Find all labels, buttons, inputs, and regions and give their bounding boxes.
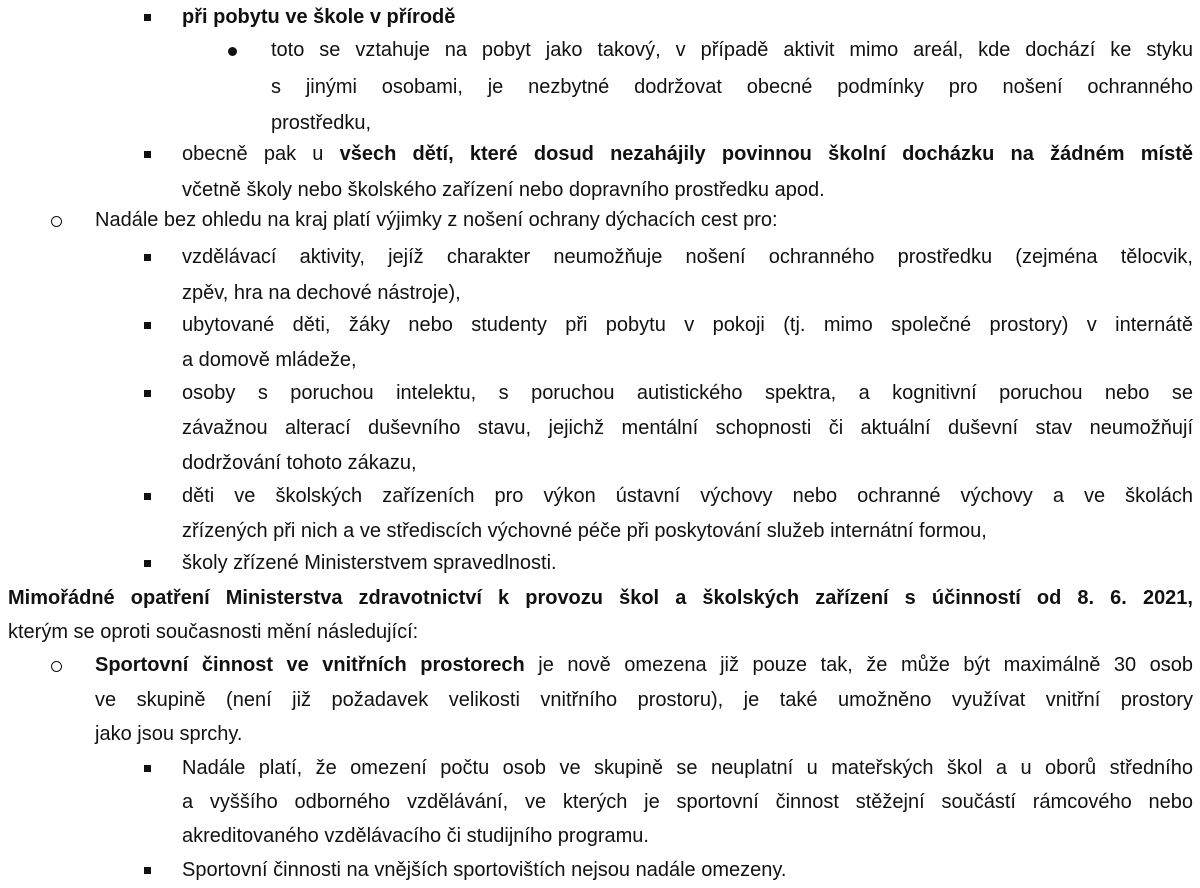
list-item-line: dodržování tohoto zákazu, [182,452,417,474]
list-item-line: školy zřízené Ministerstvem spravedlnosti. [182,552,557,574]
list-item-line: prostředku, [271,112,372,134]
list-item-line: akreditovaného vzdělávacího či studijního programu. [182,825,649,847]
list-item-line: včetně školy nebo školského zařízení nebo dopravního prostředku apod. [182,179,825,201]
list-item-line: a vyššího odborného vzdělávání, ve kterých je sportovní činnost stěžejní součástí rámcového nebo [182,791,1193,813]
list-item-line: Sportovní činnost ve vnitřních prostorech je nově omezena již pouze tak, že může být maximálně 30 osob [95,654,1193,676]
section-heading: Mimořádné opatření Ministerstva zdravotnictví k provozu škol a školských zařízení s účinností od 8. 6. 2021, [8,587,1193,609]
square-bullet-icon [144,14,151,21]
list-item-line: Sportovní činnosti na vnějších sportovištích nejsou nadále omezeny. [182,859,787,881]
list-item-line: a domově mládeže, [182,349,357,371]
list-item-line: vzdělávací aktivity, jejíž charakter neumožňuje nošení ochranného prostředku (zejména tělocvik, [182,246,1193,268]
square-bullet-icon [144,560,151,567]
square-bullet-icon [144,493,151,500]
round-bullet-icon [228,47,237,56]
list-item-line: zpěv, hra na dechové nástroje), [182,282,461,304]
square-bullet-icon [144,867,151,874]
list-item-line: Nadále bez ohledu na kraj platí výjimky z nošení ochrany dýchacích cest pro: [95,209,778,231]
list-item-line: obecně pak u všech dětí, které dosud nezahájily povinnou školní docházku na žádném místě [182,143,1193,165]
list-item-line: děti ve školských zařízeních pro výkon ústavní výchovy nebo ochranné výchovy a ve školách [182,485,1193,507]
list-item-line: osoby s poruchou intelektu, s poruchou autistického spektra, a kognitivní poruchou nebo se [182,382,1193,404]
square-bullet-icon [144,390,151,397]
square-bullet-icon [144,254,151,261]
list-item-line: ubytované děti, žáky nebo studenty při pobytu v pokoji (tj. mimo společné prostory) v internátě [182,314,1193,336]
square-bullet-icon [144,765,151,772]
circle-bullet-icon [51,216,62,227]
list-item-line: Nadále platí, že omezení počtu osob ve skupině se neuplatní u mateřských škol a u oborů středního [182,757,1193,779]
list-item-bold: při pobytu ve škole v přírodě [182,6,456,28]
list-item-line: jako jsou sprchy. [95,723,243,745]
section-heading-line: kterým se oproti současnosti mění následující: [8,621,419,643]
list-item-line: s jinými osobami, je nezbytné dodržovat obecné podmínky pro nošení ochranného [271,76,1193,98]
list-item-line: zřízených při nich a ve střediscích výchovné péče při poskytování služeb internátní formou, [182,520,987,542]
list-item-line: toto se vztahuje na pobyt jako takový, v případě aktivit mimo areál, kde dochází ke styku [271,39,1193,61]
list-item-line: závažnou alterací duševního stavu, jejichž mentální schopnosti či aktuální duševní stav neumožňují [182,417,1193,439]
square-bullet-icon [144,322,151,329]
circle-bullet-icon [51,661,62,672]
square-bullet-icon [144,151,151,158]
list-item-line: ve skupině (není již požadavek velikosti vnitřního prostoru), je také umožněno využívat vnitřní prostory [95,689,1193,711]
